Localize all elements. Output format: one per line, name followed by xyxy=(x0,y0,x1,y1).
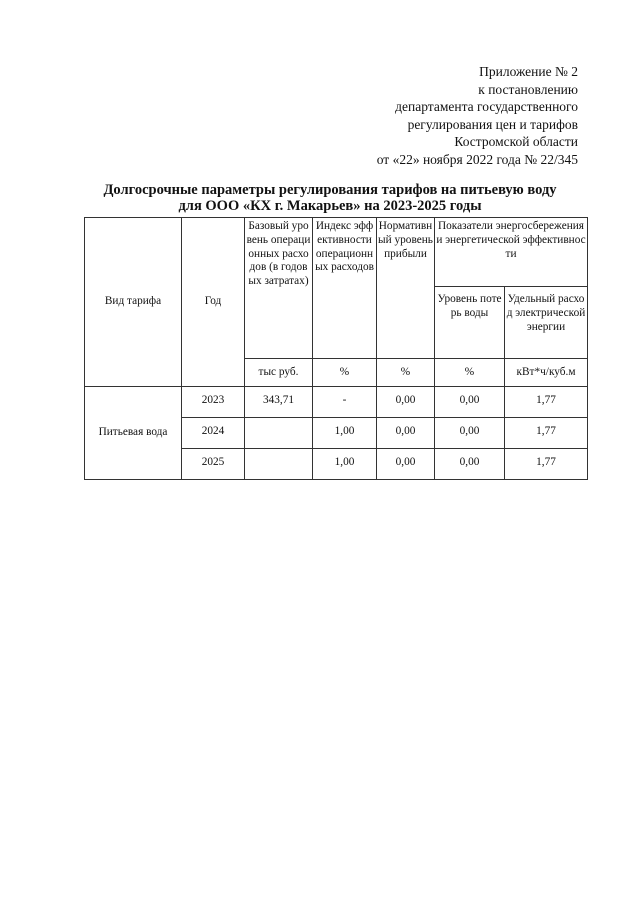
appendix-line: регулирования цен и тарифов xyxy=(407,116,578,132)
header-water-loss: Уровень потерь воды xyxy=(435,287,505,359)
efficiency-index-cell: - xyxy=(313,387,377,418)
appendix-line: Приложение № 2 xyxy=(479,64,578,79)
title-line-2: для ООО «КХ г. Макарьев» на 2023-2025 годы xyxy=(178,198,482,214)
appendix-line: от «22» ноября 2022 года № 22/345 xyxy=(376,151,578,167)
base-level-cell: 343,71 xyxy=(245,387,313,418)
appendix-line: департамента государственного xyxy=(395,99,578,114)
header-profit-level: Нормативный уровень прибыли xyxy=(377,218,435,359)
appendix-block xyxy=(377,63,578,168)
electricity-cell: 1,77 xyxy=(505,387,588,418)
water-loss-cell: 0,00 xyxy=(435,418,505,449)
profit-level-cell: 0,00 xyxy=(377,418,435,449)
base-level-cell xyxy=(245,449,313,480)
unit-water-loss: % xyxy=(435,359,505,387)
profit-level-cell: 0,00 xyxy=(377,387,435,418)
header-efficiency-index: Индекс эффективности операционных расходов xyxy=(313,218,377,359)
unit-base-level: тыс руб. xyxy=(245,359,313,387)
water-loss-cell: 0,00 xyxy=(435,449,505,480)
efficiency-index-cell: 1,00 xyxy=(313,449,377,480)
unit-profit-level: % xyxy=(377,359,435,387)
document-title xyxy=(60,182,600,214)
header-tariff-type: Вид тарифа xyxy=(85,218,182,387)
header-year: Год xyxy=(182,218,245,387)
title-line-1: Долгосрочные параметры регулирования тарифов на питьевую воду xyxy=(103,182,557,198)
year-cell: 2024 xyxy=(182,418,245,449)
water-loss-cell: 0,00 xyxy=(435,387,505,418)
appendix-line: Костромской области xyxy=(454,134,578,149)
header-energy-group: Показатели энергосбережения и энергетической эффективности xyxy=(435,218,588,287)
efficiency-index-cell: 1,00 xyxy=(313,418,377,449)
base-level-cell xyxy=(245,418,313,449)
unit-efficiency-index: % xyxy=(313,359,377,387)
profit-level-cell: 0,00 xyxy=(377,449,435,480)
unit-electricity: кВт*ч/куб.м xyxy=(505,359,588,387)
electricity-cell: 1,77 xyxy=(505,449,588,480)
header-base-level: Базовый уровень операционных расходов (в годовых затратах) xyxy=(245,218,313,359)
header-electricity: Удельный расход электрической энергии xyxy=(505,287,588,359)
year-cell: 2023 xyxy=(182,387,245,418)
appendix-line: к постановлению xyxy=(478,81,578,97)
table-row xyxy=(85,387,588,418)
year-cell: 2025 xyxy=(182,449,245,480)
tariff-name-cell: Питьевая вода xyxy=(85,387,182,480)
parameters-table xyxy=(84,217,588,480)
electricity-cell: 1,77 xyxy=(505,418,588,449)
